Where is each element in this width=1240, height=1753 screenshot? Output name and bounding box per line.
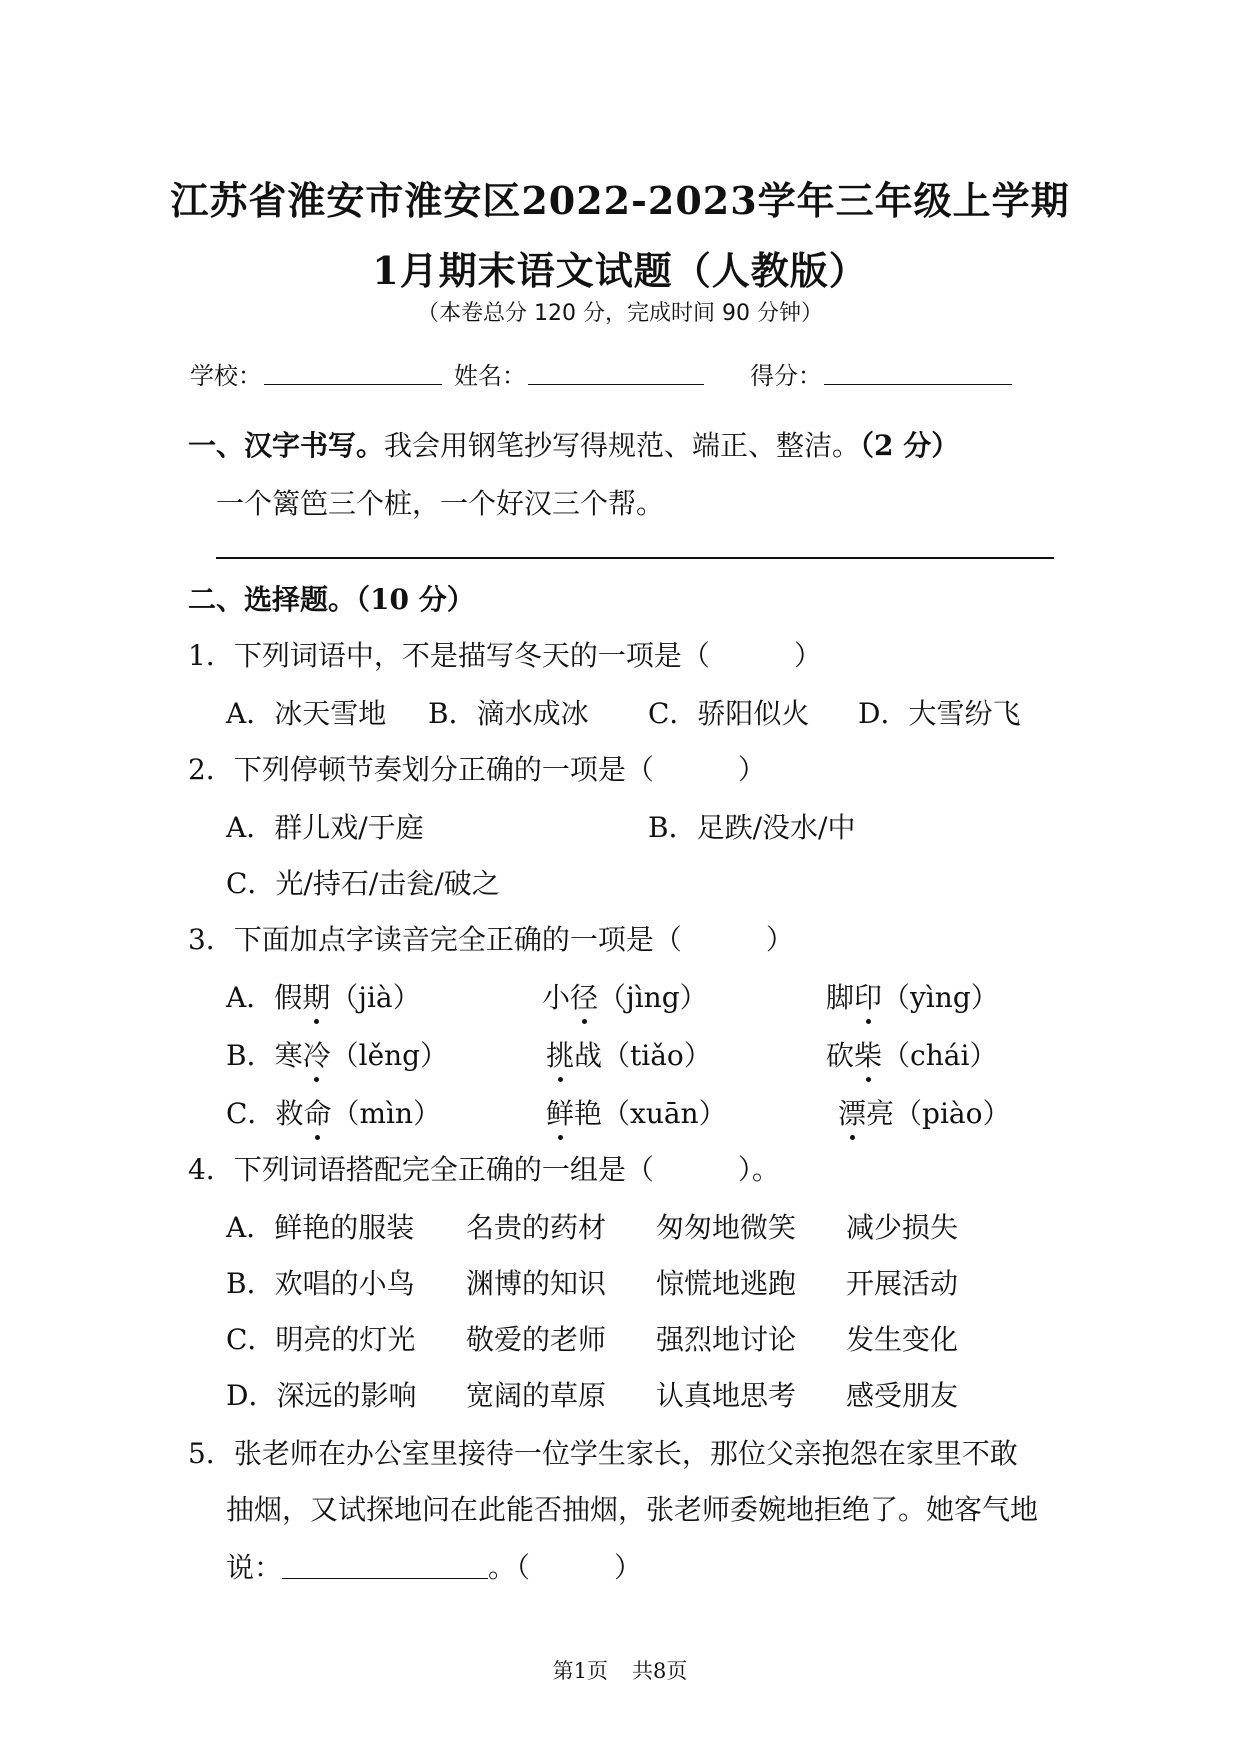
q3-a1-char: 假 <box>274 981 303 1014</box>
q3-c-word2 <box>546 1092 727 1132</box>
q4-c-col4: 发生变化 <box>846 1323 959 1356</box>
q3-a2-pinyin: （jìng） <box>598 981 708 1014</box>
q3-b-label: B． <box>226 1039 275 1072</box>
exam-subtitle: （本卷总分 120 分，完成时间 90 分钟） <box>417 301 823 326</box>
q3-c-word3 <box>838 1092 1010 1132</box>
q3-c2-dotted-char: 鲜 <box>546 1092 574 1132</box>
exam-title-line1: 江苏省淮安市淮安区2022-2023学年三年级上学期 <box>170 178 1070 223</box>
q3-c1-dotted-char: 命 <box>303 1092 331 1132</box>
q5-answer-blank[interactable] <box>282 1552 488 1579</box>
page-total: 共8页 <box>632 1659 688 1683</box>
q3-c1-pinyin: （mìn） <box>331 1097 442 1130</box>
q5-line3-suffix: 。（ ） <box>488 1551 643 1584</box>
q3-a3-pinyin: （yìng） <box>882 981 999 1014</box>
q4-b-col1: B．欢唱的小鸟 <box>226 1267 415 1300</box>
handwriting-line[interactable] <box>216 557 1054 559</box>
q5-line3-prefix: 说： <box>226 1551 283 1584</box>
q2-option-a: A．群儿戏/于庭 <box>226 811 424 844</box>
q3-option-b <box>226 1034 448 1074</box>
section1-instruction: 我会用钢笔抄写得规范、端正、整洁。 <box>384 429 861 462</box>
q4-a-col1: A．鲜艳的服装 <box>226 1211 415 1244</box>
q3-c3-char: 亮 <box>866 1097 895 1130</box>
q3-option-a <box>226 976 421 1016</box>
q4-d-col4: 感受朋友 <box>846 1379 959 1412</box>
copy-sentence: 一个篱笆三个桩，一个好汉三个帮。 <box>216 487 665 520</box>
q3-b-word2 <box>546 1034 712 1074</box>
q3-b1-dotted-char: 冷 <box>303 1034 331 1074</box>
q3-b2-dotted-char: 挑 <box>546 1034 574 1074</box>
q3-a-word3 <box>826 976 999 1016</box>
section2-heading: 二、选择题。（10 分） <box>188 583 475 616</box>
q4-c-col2: 敬爱的老师 <box>466 1323 607 1356</box>
q2-option-c: C．光/持石/击瓮/破之 <box>226 867 500 900</box>
q3-option-c <box>226 1092 441 1132</box>
q3-a3-char: 脚 <box>826 981 855 1014</box>
q4-d-col1: D．深远的影响 <box>226 1379 417 1412</box>
q5-line3 <box>226 1546 642 1586</box>
score-field[interactable] <box>824 384 1012 385</box>
q3-c3-pinyin: （piào） <box>894 1097 1011 1130</box>
q3-b3-dotted-char: 柴 <box>854 1034 882 1074</box>
exam-title-line2: 1月期末语文试题（人教版） <box>372 248 868 293</box>
q3-b3-char: 砍 <box>826 1039 855 1072</box>
q4-c-col3: 强烈地讨论 <box>656 1323 797 1356</box>
q4-b-col3: 惊慌地逃跑 <box>656 1267 797 1300</box>
q3-stem: 3．下面加点字读音完全正确的一项是（ ） <box>188 923 794 956</box>
q3-b1-pinyin: （lěng） <box>330 1039 449 1072</box>
q3-a1-dotted-char: 期 <box>302 976 330 1016</box>
q4-d-col2: 宽阔的草原 <box>466 1379 607 1412</box>
q1-option-c: C．骄阳似火 <box>648 697 810 730</box>
q4-b-col4: 开展活动 <box>846 1267 959 1300</box>
q4-a-col2: 名贵的药材 <box>466 1211 607 1244</box>
page-footer <box>0 1655 1240 1685</box>
q3-a2-char: 小 <box>542 981 571 1014</box>
name-field[interactable] <box>528 384 704 385</box>
student-info-row <box>190 356 1070 396</box>
q4-b-col2: 渊博的知识 <box>466 1267 607 1300</box>
name-label: 姓名： <box>454 362 526 390</box>
school-label: 学校： <box>190 362 262 390</box>
q4-a-col3: 匆匆地微笑 <box>656 1211 797 1244</box>
q5-line1: 5．张老师在办公室里接待一位学生家长，那位父亲抱怨在家里不敢 <box>188 1437 1018 1470</box>
q4-stem: 4．下列词语搭配完全正确的一组是（ ）。 <box>188 1153 780 1186</box>
section1-heading: 一、汉字书写。 <box>188 429 385 462</box>
q3-c2-char: 艳 <box>574 1097 603 1130</box>
q4-c-col1: C．明亮的灯光 <box>226 1323 416 1356</box>
q3-a-label: A． <box>226 981 275 1014</box>
q2-option-b: B．足跌/没水/中 <box>648 811 856 844</box>
q1-option-d: D．大雪纷飞 <box>858 697 1021 730</box>
q2-stem: 2．下列停顿节奏划分正确的一项是（ ） <box>188 753 766 786</box>
q3-a2-dotted-char: 径 <box>570 976 598 1016</box>
q3-c3-dotted-char: 漂 <box>838 1092 866 1132</box>
q3-b1-char: 寒 <box>274 1039 303 1072</box>
q1-option-a: A．冰天雪地 <box>226 697 387 730</box>
q3-c-label: C． <box>226 1097 276 1130</box>
section1-heading-line <box>188 424 959 464</box>
q3-b2-pinyin: （tiǎo） <box>602 1039 712 1072</box>
q3-c1-char: 救 <box>275 1097 304 1130</box>
q3-a3-dotted-char: 印 <box>854 976 882 1016</box>
section1-points: （2 分） <box>860 429 960 462</box>
q3-c2-pinyin: （xuān） <box>602 1097 727 1130</box>
q3-b-word3 <box>826 1034 997 1074</box>
q3-a1-pinyin: （jià） <box>330 981 421 1014</box>
q3-b3-pinyin: （chái） <box>882 1039 998 1072</box>
school-field[interactable] <box>264 384 442 385</box>
page-number: 第1页 <box>552 1659 608 1683</box>
q3-b2-char: 战 <box>574 1039 603 1072</box>
q1-option-b: B．滴水成冰 <box>428 697 589 730</box>
score-label: 得分： <box>750 362 822 390</box>
q5-line2: 抽烟，又试探地问在此能否抽烟，张老师委婉地拒绝了。她客气地 <box>226 1493 1039 1526</box>
q4-d-col3: 认真地思考 <box>656 1379 797 1412</box>
q4-a-col4: 减少损失 <box>846 1211 959 1244</box>
q3-a-word2 <box>542 976 708 1016</box>
q1-stem: 1．下列词语中，不是描写冬天的一项是（ ） <box>188 639 822 672</box>
